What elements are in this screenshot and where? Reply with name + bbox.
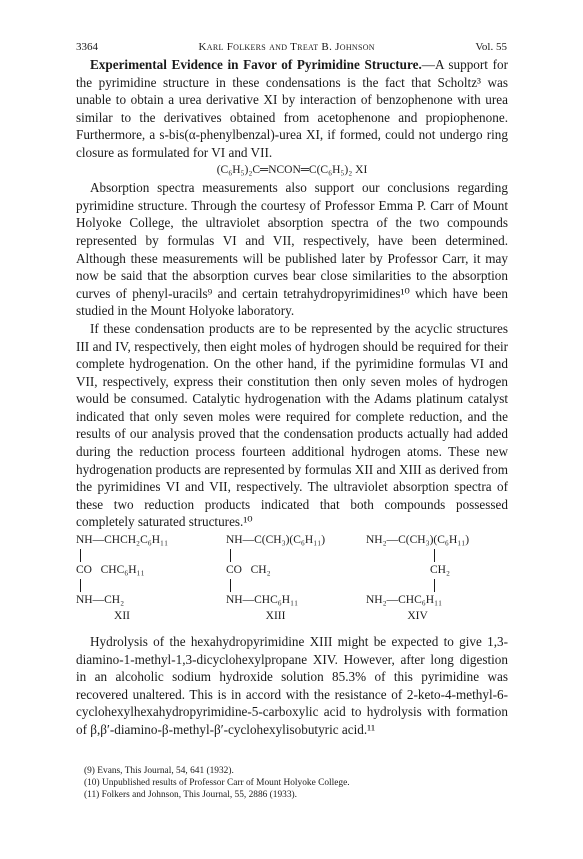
structure-xiv-middle: CH₂ xyxy=(430,564,450,577)
bond-line xyxy=(226,548,325,563)
bond-line xyxy=(366,578,469,593)
structure-xiii xyxy=(226,533,325,624)
structure-xiii-top: NH—C(CH₃)(C₆H₁₁) xyxy=(226,534,326,547)
bond-line xyxy=(76,548,168,563)
footnote-9: (9) Evans, This Journal, 54, 641 (1932). xyxy=(84,766,234,776)
structure-xiii-bottom: NH—CHC₆H₁₁ xyxy=(226,594,299,607)
running-header xyxy=(76,39,507,55)
footnote-11: (11) Folkers and Johnson, This Journal, 55, 2886 (1933). xyxy=(84,790,298,801)
structure-xii-middle: CO CHC₆H₁₁ xyxy=(76,564,145,577)
footnotes xyxy=(84,765,504,802)
paragraph-1-text: —A support for the pyrimidine structure in these condensations is the fact that Scholtz³ was unable to obtain a urea derivative XI by interaction of benzophenone with urea similar to the derivatives obtained from acetophenone and propiophenone. Furthermore, a s-bis(α-phenylbenzal)-urea XI, if formed, could not undergo ring closure as formulated for VI and VII. xyxy=(76,57,508,160)
structure-xiv xyxy=(366,533,469,624)
structure-xii-bottom: NH—CH₂ xyxy=(76,594,125,607)
running-title-authors: Karl Folkers and Treat B. Johnson xyxy=(198,41,375,53)
footnote-10: (10) Unpublished results of Professor Carr of Mount Holyoke College. xyxy=(84,778,350,789)
paragraph-pyrimidine-evidence xyxy=(76,56,508,162)
structure-xiii-label: XIII xyxy=(265,610,286,623)
page-number: 3364 xyxy=(76,41,98,53)
article-body xyxy=(76,56,508,739)
formula-xi: (C₆H₅)₂C═NCON═C(C₆H₅)₂ XI xyxy=(216,163,368,176)
structure-xiv-label: XIV xyxy=(407,610,428,623)
structural-formulas xyxy=(76,533,508,633)
structure-xiv-top: NH₂—C(CH₃)(C₆H₁₁) xyxy=(366,534,470,547)
bond-line xyxy=(76,578,168,593)
paragraph-hydrogenation: If these condensation products are to be represented by the acyclic structures III and IV, respectively, then eight moles of hydrogen should be required for their complete hydrogenation. On the other hand, if the pyrimidine formulas VI and VII, respectively, express their constitution then only seven moles of hydrogen would be consumed. Catalytic hydrogenation with the Adams platinum catalyst indicated that only seven moles were required for complete reduction, and the results of our analysis proved that the condensation products actually had added during the reduction process fourteen additional hydrogen atoms. These new hydrogenation products are represented by formulas XII and XIII as derived from the pyrimidines VI and VII, respectively. The ultraviolet absorption spectra of these two reduction products indicated that both compounds possessed completely saturated structures.¹⁰ xyxy=(76,320,508,530)
structure-xiv-bottom: NH₂—CHC₆H₁₁ xyxy=(366,594,443,607)
structure-xii-label: XII xyxy=(114,610,131,623)
bond-line xyxy=(226,578,325,593)
bond-line xyxy=(366,548,469,563)
volume-label: Vol. 55 xyxy=(475,41,507,53)
structure-xii xyxy=(76,533,168,624)
section-heading: Experimental Evidence in Favor of Pyrimidine Structure. xyxy=(90,57,422,72)
structure-xiii-middle: CO CH₂ xyxy=(226,564,271,577)
paragraph-absorption-spectra: Absorption spectra measurements also support our conclusions regarding pyrimidine structure. Through the courtesy of Professor Emma P. Carr of Mount Holyoke College, the ultraviolet absorption spectra of the two compounds represented by formulas VI and VII, respectively, have been determined. Although these measurements will be published later by Professor Carr, it may now be said that the absorption curves bear close similarities to the absorption curves of phenyl-uracils⁹ and certain tetrahydropyrimidines¹⁰ which have been studied in the Mount Holyoke laboratory. xyxy=(76,180,508,319)
paragraph-hydrolysis: Hydrolysis of the hexahydropyrimidine XIII might be expected to give 1,3-diamino-1-methyl-1,3-dicyclohexylpropane XIV. However, after long digestion in an alcoholic sodium hydroxide solution 85.3% of this pyrimidine was recovered unaltered. This is in accord with the resistance of 2-keto-4-methyl-6-cyclohexylhexahydropyrimidine-5-carboxylic acid to hydrolysis with formation of β,β′-diamino-β-methyl-β′-cyclohexylisobutyric acid.¹¹ xyxy=(76,634,508,737)
structure-xii-top: NH—CHCH₂C₆H₁₁ xyxy=(76,534,169,547)
